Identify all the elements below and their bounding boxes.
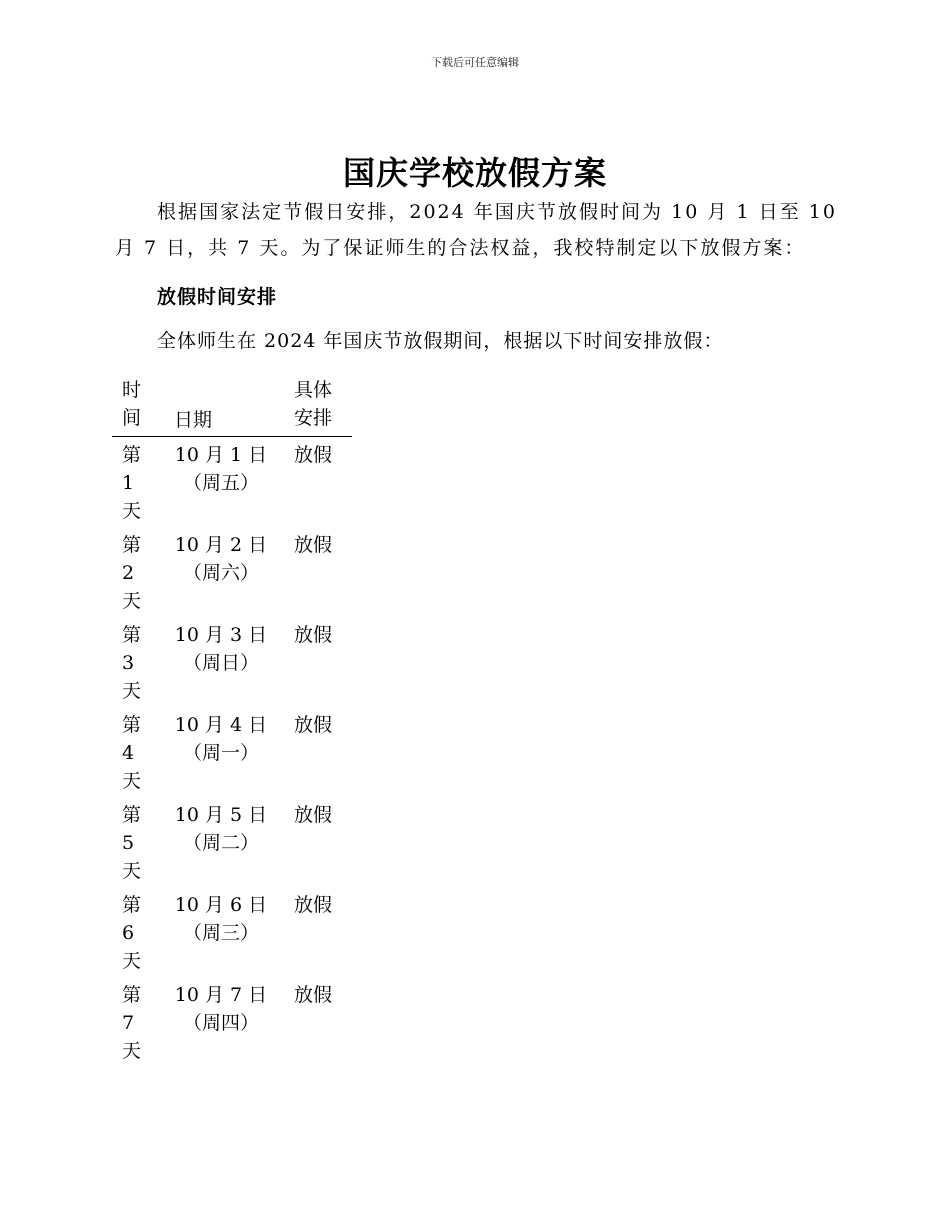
header-note: 具体 安排 (294, 379, 333, 429)
row-date: 10 月 5 日 （周二） (174, 804, 268, 854)
table-row (112, 707, 352, 797)
section-text: 全体师生在 2024 年国庆节放假期间，根据以下时间安排放假： (157, 330, 724, 352)
header-note: 下载后可任意编辑 (431, 56, 519, 69)
table-row (112, 617, 352, 707)
row-note: 放假 (294, 534, 333, 556)
intro-paragraph: 根据国家法定节假日安排，2024 年国庆节放假时间为 10 月 1 日至 10 月 7 日，共 7 天。为了保证师生的合法权益，我校特制定以下放假方案： (115, 201, 837, 259)
schedule-table (112, 376, 352, 1067)
row-date: 10 月 3 日 （周日） (174, 624, 268, 674)
table-row (112, 527, 352, 617)
row-date: 10 月 2 日 （周六） (174, 534, 268, 584)
header-day: 时 间 (122, 379, 142, 429)
row-day: 第 3 天 (122, 624, 142, 702)
row-note: 放假 (294, 714, 333, 736)
row-day: 第 5 天 (122, 804, 142, 882)
table-row (112, 437, 352, 527)
row-date: 10 月 7 日 （周四） (174, 984, 268, 1034)
row-day: 第 1 天 (122, 444, 142, 522)
row-date: 10 月 1 日 （周五） (174, 444, 268, 494)
table-row (112, 797, 352, 887)
table-row (112, 887, 352, 977)
row-day: 第 2 天 (122, 534, 142, 612)
section-heading: 放假时间安排 (157, 286, 278, 308)
row-day: 第 7 天 (122, 984, 142, 1062)
row-note: 放假 (294, 444, 333, 466)
row-note: 放假 (294, 624, 333, 646)
row-day: 第 6 天 (122, 894, 142, 972)
row-note: 放假 (294, 804, 333, 826)
row-date: 10 月 6 日 （周三） (174, 894, 268, 944)
row-note: 放假 (294, 984, 333, 1006)
table-header (112, 376, 352, 437)
row-day: 第 4 天 (122, 714, 142, 792)
row-date: 10 月 4 日 （周一） (174, 714, 268, 764)
table-row (112, 977, 352, 1067)
row-note: 放假 (294, 894, 333, 916)
document-title: 国庆学校放假方案 (342, 154, 607, 192)
header-date: 日期 (174, 409, 213, 431)
